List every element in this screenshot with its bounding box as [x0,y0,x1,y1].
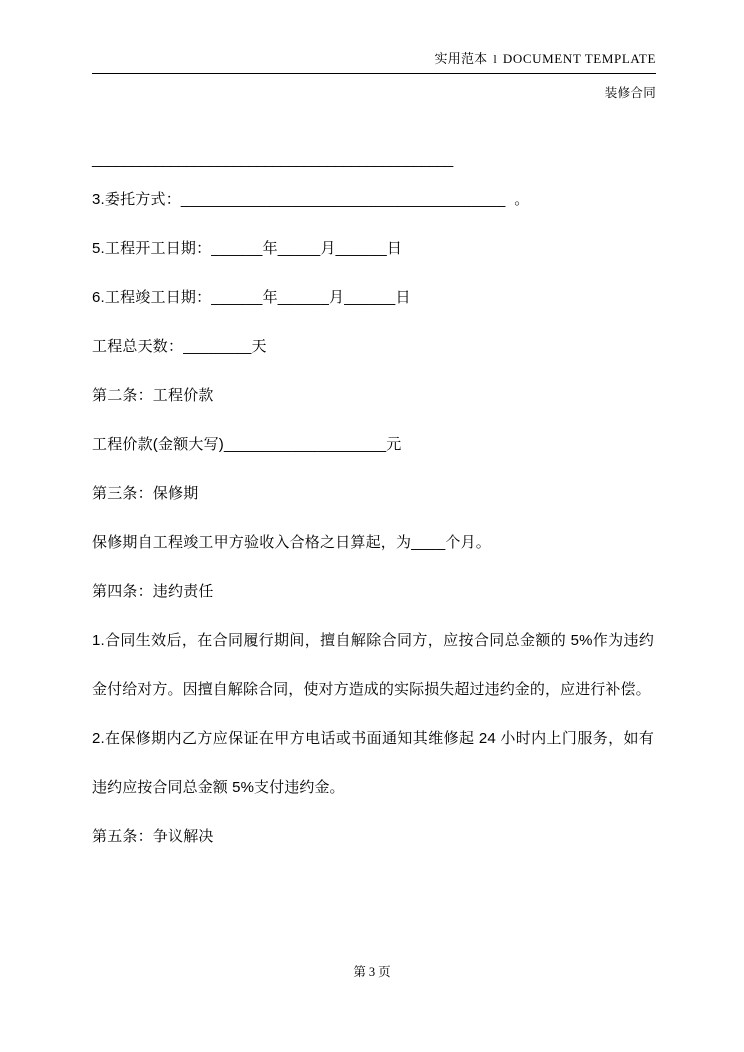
heading-article-four: 第四条：违约责任 [92,583,214,600]
paragraph-breach-item-1: 1.合同生效后，在合同履行期间，擅自解除合同方，应按合同总金额的 5%作为违约金付给对方。因擅自解除合同，使对方造成的实际损失超过违约金的，应进行补偿。 [92,632,654,698]
paragraph-warranty-period: 保修期自工程竣工甲方验收入合格之日算起，为____个月。 [92,534,491,551]
footer-page-number: 3 [368,965,376,979]
paragraph-project-price: 工程价款(金额大写)___________________元 [92,436,402,453]
paragraph-entrust-method: 3.委托方式：______________________________________ 。 [92,191,530,208]
paragraph-blank-rule: ______________________________________________ [92,151,453,168]
brand-name-cn: 实用范本 [434,51,488,66]
header-brand-row [92,48,656,67]
paragraph-breach-item-2: 2.在保修期内乙方应保证在甲方电话或书面通知其维修起 24 小时内上门服务，如有违约应按合同总金额 5%支付违约金。 [92,730,654,796]
header-divider [92,73,656,74]
paragraph-start-date: 5.工程开工日期：______年_____月______日 [92,240,403,257]
paragraph-total-days: 工程总天数：________天 [92,338,267,355]
brand-name-en: DOCUMENT TEMPLATE [502,51,656,66]
brand-separator: l [493,52,497,66]
page-footer [0,962,744,980]
footer-suffix: 页 [378,965,391,979]
page-header [92,48,656,101]
footer-prefix: 第 [353,965,366,979]
heading-article-three: 第三条：保修期 [92,485,199,502]
document-title: 装修合同 [604,86,656,100]
document-body [92,145,652,861]
heading-article-two: 第二条：工程价款 [92,387,214,404]
heading-article-five: 第五条：争议解决 [92,828,214,845]
paragraph-completion-date: 6.工程竣工日期：______年______月______日 [92,289,411,306]
